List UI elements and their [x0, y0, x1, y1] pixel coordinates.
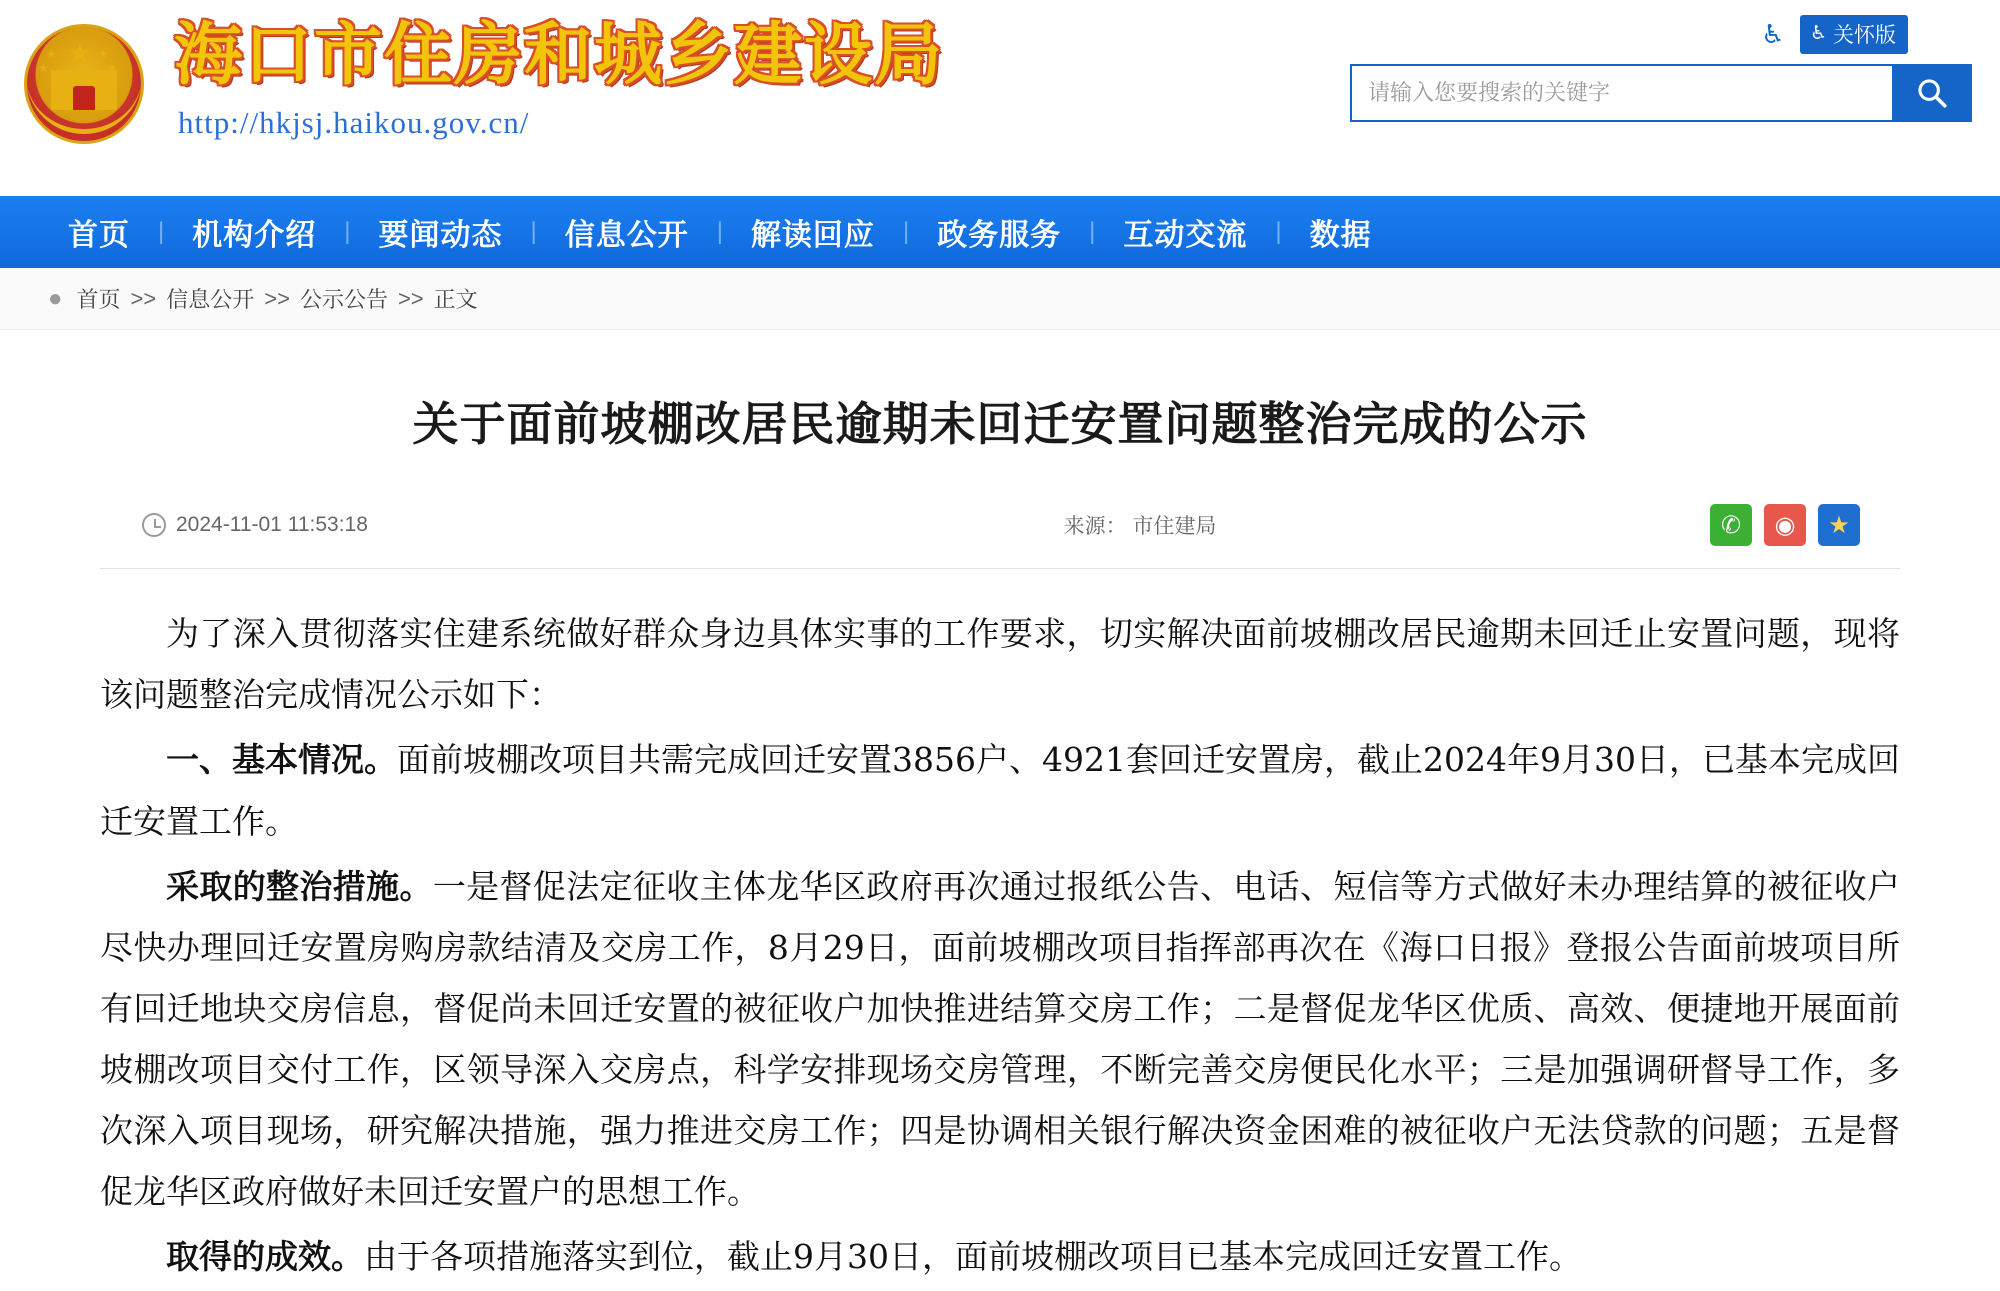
- publish-time-text: 2024-11-01 11:53:18: [176, 513, 368, 537]
- weibo-share-icon[interactable]: ◉: [1764, 504, 1806, 546]
- paragraph-text: 面前坡棚改项目共需完成回迁安置3856户、4921套回迁安置房，截止2024年9月30日，已基本完成回迁安置工作。: [100, 740, 1901, 841]
- paragraph-lead: 一、基本情况。: [166, 740, 398, 780]
- breadcrumb: [0, 268, 2000, 330]
- breadcrumb-item-3: 正文: [433, 287, 478, 312]
- breadcrumb-item-1[interactable]: 信息公开: [166, 287, 255, 312]
- article-source: [570, 510, 1710, 540]
- paragraph-text: 为了深入贯彻落实住建系统做好群众身边具体实事的工作要求，切实解决面前坡棚改居民逾期未回迁止安置问题，现将该问题整治完成情况公示如下：: [100, 614, 1900, 715]
- nav-separator: |: [902, 218, 910, 245]
- site-title: 海口市住房和城乡建设局: [174, 16, 945, 95]
- page-title: 关于面前坡棚改居民逾期未回迁安置问题整治完成的公示: [412, 397, 1588, 451]
- breadcrumb-item-2[interactable]: 公示公告: [299, 287, 388, 312]
- article-paragraph: [100, 1226, 1900, 1287]
- breadcrumb-separator: >>: [130, 285, 157, 311]
- share-bar: [1710, 504, 1900, 546]
- site-header: [0, 0, 2000, 196]
- search-input[interactable]: [1350, 64, 1892, 122]
- paragraph-text: 一是督促法定征收主体龙华区政府再次通过报纸公告、电话、短信等方式做好未办理结算的被征收户尽快办理回迁安置房购房款结清及交房工作，8月29日，面前坡棚改项目指挥部再次在《海口日报》登报公告面前坡项目所有回迁地块交房信息，督促尚未回迁安置的被征收户加快推进结算交房工作；二是督促龙华区优质、高效、便捷地开展面前坡棚改项目交付工作，区领导深入交房点，科学安排现场交房管理，不断完善交房便民化水平；三是加强调研督导工作，多次深入项目现场，研究解决措施，强力推进交房工作；四是协调相关银行解决资金困难的被征收户无法贷款的问题；五是督促龙华区政府做好未回迁安置户的思想工作。: [100, 866, 1901, 1211]
- nav-item-3[interactable]: 信息公开: [564, 219, 689, 252]
- paragraph-lead: 采取的整治措施。: [166, 866, 433, 906]
- nav-separator: |: [716, 218, 723, 245]
- accessibility-version-label: 关怀版: [1833, 23, 1896, 47]
- accessibility-person-icon: ♿: [1809, 23, 1827, 44]
- favorite-icon[interactable]: ★: [1818, 504, 1860, 546]
- nav-separator: |: [344, 218, 351, 245]
- clock-icon: [142, 513, 166, 537]
- nav-item-0[interactable]: 首页: [68, 219, 130, 252]
- location-pin-icon: ●: [48, 284, 63, 312]
- article-paragraph: [100, 856, 1900, 1222]
- nav-separator: |: [1089, 218, 1096, 245]
- source-label: 来源：: [1063, 515, 1127, 539]
- nav-item-1[interactable]: 机构介绍: [192, 219, 317, 252]
- article: [50, 392, 1950, 1287]
- national-emblem-icon: ★ ★ ★ ★ ★: [18, 18, 150, 150]
- publish-time: [100, 513, 570, 537]
- nav-separator: |: [1275, 218, 1282, 245]
- article-meta: [100, 504, 1900, 569]
- article-paragraph: [100, 603, 1900, 725]
- nav-item-2[interactable]: 要闻动态: [378, 219, 503, 252]
- article-paragraph: [100, 729, 1900, 851]
- search-icon: [1915, 76, 1949, 110]
- search-bar: [1350, 64, 1972, 122]
- nav-item-4[interactable]: 解读回应: [750, 219, 875, 252]
- nav-item-7[interactable]: 数据: [1309, 219, 1372, 252]
- nav-separator: |: [158, 218, 165, 245]
- nav-item-6[interactable]: 互动交流: [1123, 219, 1248, 252]
- article-body: [100, 603, 1900, 1287]
- wechat-share-icon[interactable]: ✆: [1710, 504, 1752, 546]
- paragraph-text: 由于各项措施落实到位，截止9月30日，面前坡棚改项目已基本完成回迁安置工作。: [364, 1236, 1582, 1276]
- nav-item-5[interactable]: 政务服务: [937, 219, 1062, 252]
- breadcrumb-separator: >>: [397, 285, 424, 311]
- nav-separator: |: [530, 218, 537, 245]
- site-title-block: [174, 14, 944, 141]
- paragraph-lead: 取得的成效。: [166, 1236, 364, 1276]
- site-url[interactable]: http://hkjsj.haikou.gov.cn/: [178, 105, 530, 141]
- breadcrumb-separator: >>: [264, 285, 290, 311]
- header-utilities: [1332, 10, 1972, 122]
- main-nav: [0, 196, 2000, 268]
- accessibility-version-button[interactable]: [1800, 15, 1908, 54]
- wheelchair-icon[interactable]: ♿: [1761, 19, 1785, 49]
- search-button[interactable]: [1892, 64, 1972, 122]
- source-value: 市住建局: [1132, 515, 1217, 539]
- breadcrumb-item-0[interactable]: 首页: [76, 287, 121, 312]
- accessibility-row: [1332, 10, 1972, 58]
